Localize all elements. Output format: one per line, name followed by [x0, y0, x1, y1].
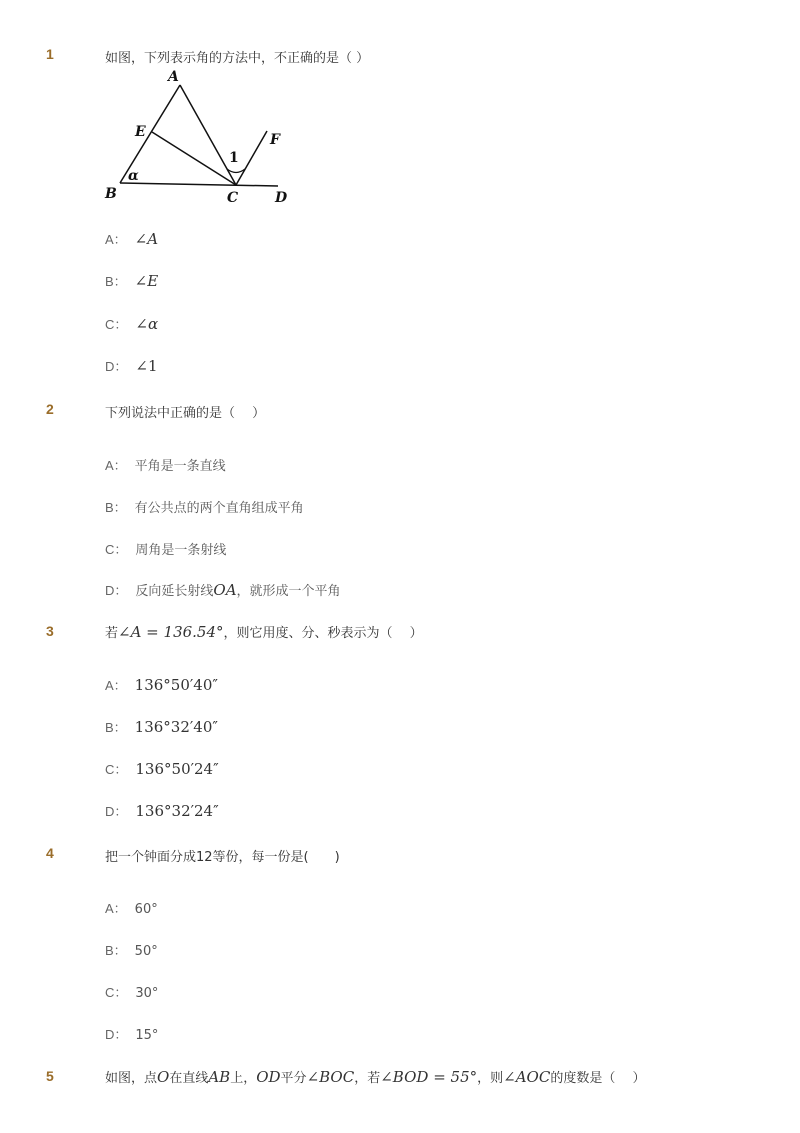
question-stem — [105, 1067, 645, 1086]
option-b[interactable] — [105, 497, 304, 516]
option-d[interactable] — [105, 356, 158, 375]
question-number: 5 — [46, 1068, 54, 1084]
stem-math: O — [157, 1068, 170, 1086]
label-a: A — [168, 69, 179, 85]
option-b[interactable] — [105, 271, 158, 290]
option-letter: A： — [105, 678, 127, 693]
option-letter: A： — [105, 232, 127, 247]
option-text: ∠A — [134, 230, 159, 248]
label-e: E — [135, 124, 146, 140]
label-angle-1: 1 — [229, 150, 239, 166]
option-text: 136°50′24″ — [135, 760, 219, 778]
stem-part: 的度数是（ ） — [550, 1071, 646, 1086]
option-letter: C： — [105, 985, 128, 1000]
stem-part: 在直线 — [169, 1071, 209, 1086]
option-letter: B： — [105, 500, 127, 515]
option-a[interactable] — [105, 229, 158, 248]
stem-text-post: ，则它用度、分、秒表示为（ ） — [223, 626, 423, 641]
stem-part: 平分 — [280, 1071, 307, 1086]
option-letter: A： — [105, 458, 127, 473]
label-f: F — [270, 132, 280, 148]
question-stem: 下列说法中正确的是（ ） — [105, 406, 266, 421]
option-letter: B： — [105, 274, 127, 289]
option-letter: B： — [105, 720, 127, 735]
line-bd — [120, 183, 278, 186]
question-stem: 把一个钟面分成12等份，每一份是( ) — [105, 850, 340, 865]
stem-part: ，则 — [477, 1071, 504, 1086]
option-text: 有公共点的两个直角组成平角 — [134, 501, 304, 516]
option-letter: C： — [105, 762, 128, 777]
angle-1-arc — [227, 169, 245, 173]
option-letter: B： — [105, 943, 127, 958]
option-d[interactable] — [105, 580, 341, 599]
option-text: 136°32′24″ — [135, 802, 219, 820]
option-c[interactable] — [105, 314, 158, 333]
line-ec — [152, 132, 236, 185]
option-letter: C： — [105, 542, 128, 557]
option-b[interactable] — [105, 940, 158, 959]
stem-math: ∠AOC — [503, 1068, 551, 1086]
option-c[interactable] — [105, 759, 219, 778]
question-number: 3 — [46, 623, 54, 639]
geometry-figure — [100, 68, 300, 208]
option-b[interactable] — [105, 717, 218, 736]
option-c[interactable] — [105, 982, 158, 1001]
option-text-post: ，就形成一个平角 — [236, 584, 341, 599]
option-text: 30° — [135, 986, 159, 1001]
option-d[interactable] — [105, 1024, 158, 1043]
option-letter: D： — [105, 1027, 128, 1042]
option-letter: D： — [105, 583, 128, 598]
option-text: ∠1 — [135, 357, 158, 375]
question-number: 1 — [46, 46, 54, 62]
stem-math: ∠BOC — [306, 1068, 355, 1086]
label-c: C — [227, 190, 239, 206]
option-text: 15° — [135, 1028, 159, 1043]
option-a[interactable] — [105, 675, 218, 694]
option-text: ∠α — [135, 315, 159, 333]
stem-part: 如图，点 — [105, 1071, 158, 1086]
option-text: 136°32′40″ — [134, 718, 218, 736]
option-text-pre: 反向延长射线 — [135, 584, 214, 599]
option-a[interactable] — [105, 455, 226, 474]
option-text: ∠E — [134, 272, 159, 290]
stem-math: ∠A = 136.54° — [118, 623, 224, 641]
question-number: 4 — [46, 845, 54, 861]
stem-math: AB — [208, 1068, 231, 1086]
question-number: 2 — [46, 401, 54, 417]
question-stem — [105, 622, 423, 641]
label-d: D — [275, 190, 288, 206]
option-letter: A： — [105, 901, 127, 916]
option-letter: C： — [105, 317, 128, 332]
stem-math: ∠BOD = 55° — [380, 1068, 478, 1086]
option-letter: D： — [105, 359, 128, 374]
option-text: 136°50′40″ — [134, 676, 218, 694]
stem-part: ，若 — [354, 1071, 381, 1086]
option-math: OA — [213, 581, 237, 599]
stem-text-pre: 若 — [105, 626, 119, 641]
option-text: 周角是一条射线 — [135, 543, 227, 558]
line-cf — [236, 131, 267, 185]
option-c[interactable] — [105, 539, 226, 558]
question-stem: 如图，下列表示角的方法中，不正确的是（ ） — [105, 51, 370, 66]
option-letter: D： — [105, 804, 128, 819]
option-a[interactable] — [105, 898, 158, 917]
stem-part: 上， — [230, 1071, 257, 1086]
option-d[interactable] — [105, 801, 219, 820]
label-b: B — [105, 186, 117, 202]
option-text: 平角是一条直线 — [134, 459, 226, 474]
label-alpha: α — [128, 168, 139, 184]
option-text: 50° — [134, 944, 158, 959]
option-text: 60° — [134, 902, 158, 917]
stem-math: OD — [256, 1068, 281, 1086]
